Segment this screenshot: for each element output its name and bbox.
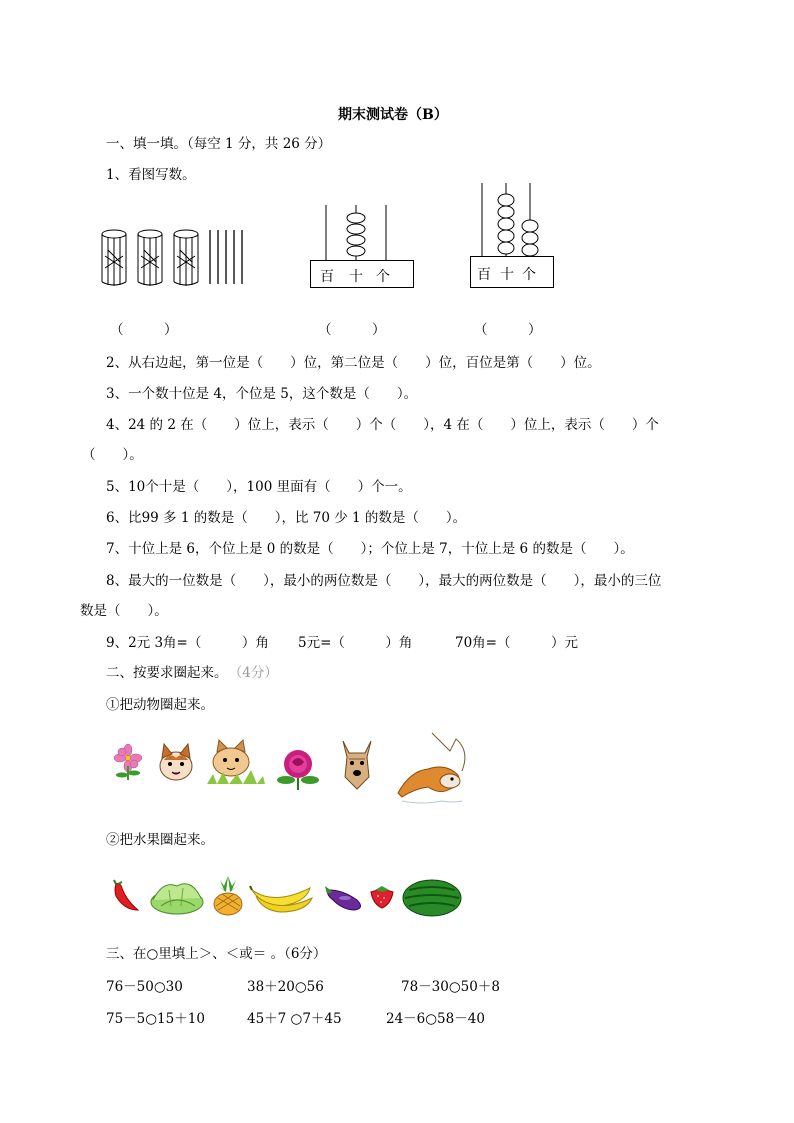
- abacus-bead: [498, 218, 514, 230]
- chili-pepper-icon[interactable]: [110, 880, 142, 914]
- question-8-line-2: 数是（ ）。: [80, 603, 168, 619]
- abacus-bead: [347, 235, 365, 245]
- question-9-part-b: 5元=（ ）角: [298, 635, 413, 651]
- abacus-a-label-hundreds: 百: [320, 269, 334, 285]
- section-2-score: （4分）: [235, 665, 278, 681]
- strawberry-icon[interactable]: [369, 886, 395, 910]
- question-5: 5、10个十是（ ），100 里面有（ ）个一。: [106, 479, 412, 495]
- answer-blank-3[interactable]: （ ）: [474, 322, 542, 338]
- single-sticks: [210, 230, 242, 284]
- abacus-bead: [498, 230, 514, 242]
- abacus-bead: [347, 213, 365, 223]
- question-7: 7、十位上是 6，个位上是 0 的数是（ ）；个位上是 7，十位上是 6 的数是（ ）。: [106, 541, 634, 557]
- abacus-bead: [498, 242, 514, 254]
- stick-bundle: [138, 230, 162, 286]
- comparison-item-4[interactable]: 75－5○15＋10: [106, 1011, 205, 1027]
- abacus-bead: [522, 244, 538, 256]
- question-2: 2、从右边起，第一位是（ ）位，第二位是（ ）位，百位是第（ ）位。: [106, 355, 601, 371]
- abacus-a-label-tens: 十: [349, 269, 363, 285]
- question-8-line-1: 8、最大的一位数是（ ），最小的两位数是（ ），最大的两位数是（ ），最小的三位: [106, 573, 662, 589]
- dog-icon[interactable]: [335, 737, 379, 795]
- stick-bundles-figure: [100, 228, 260, 298]
- abacus-b-label-hundreds: 百: [477, 267, 491, 283]
- section-heading-1: 一、填一填。（每空 1 分，共 26 分）: [106, 136, 332, 152]
- pineapple-icon[interactable]: [210, 876, 246, 916]
- stick-bundle: [174, 230, 198, 286]
- stick-bundle: [102, 230, 126, 286]
- abacus-b-label-ones: 个: [522, 267, 536, 283]
- answer-blank-2[interactable]: （ ）: [318, 322, 386, 338]
- comparison-item-1[interactable]: 76－50○30: [106, 979, 183, 995]
- question-1: 1、看图写数。: [106, 167, 196, 183]
- abacus-a-label-ones: 个: [376, 269, 390, 285]
- section-heading-2: [106, 665, 278, 681]
- question-4-line-1: 4、24 的 2 在（ ）位上，表示（ ）个（ ），4 在（ ）位上，表示（ ）个: [106, 417, 659, 433]
- flower-icon[interactable]: [108, 742, 148, 782]
- comparison-item-2[interactable]: 38＋20○56: [247, 979, 324, 995]
- abacus-bead: [522, 220, 538, 232]
- eggplant-icon[interactable]: [323, 884, 365, 914]
- cat-on-grass-icon[interactable]: [205, 738, 265, 788]
- question-9-part-a: 9、2元 3角=（ ）角: [106, 635, 269, 651]
- fox-icon[interactable]: [392, 731, 472, 809]
- section-2-title: 二、按要求圈起来。: [106, 665, 228, 681]
- section-heading-3: 三、在○里填上＞、＜或＝ 。（6分）: [106, 946, 327, 962]
- comparison-item-6[interactable]: 24－6○58－40: [386, 1011, 485, 1027]
- rose-icon[interactable]: [276, 748, 324, 792]
- answer-blank-1[interactable]: （ ）: [110, 322, 178, 338]
- page-title: 期末测试卷（B）: [338, 107, 448, 123]
- abacus-bead: [522, 232, 538, 244]
- comparison-item-3[interactable]: 78－30○50＋8: [401, 979, 500, 995]
- section-2-question-1: ①把动物圈起来。: [106, 697, 214, 713]
- abacus-bead: [498, 206, 514, 218]
- abacus-bead: [347, 224, 365, 234]
- question-3: 3、一个数十位是 4，个位是 5，这个数是（ ）。: [106, 386, 418, 402]
- cat-icon[interactable]: [154, 742, 198, 786]
- watermelon-icon[interactable]: [401, 878, 463, 918]
- question-4-line-2: （ ）。: [82, 447, 143, 463]
- question-6: 6、比99 多 1 的数是（ ），比 70 少 1 的数是（ ）。: [106, 510, 467, 526]
- abacus-b-label-tens: 十: [500, 267, 514, 283]
- abacus-bead: [347, 246, 365, 256]
- abacus-bead: [498, 194, 514, 206]
- banana-icon[interactable]: [250, 882, 314, 916]
- section-2-question-2: ②把水果圈起来。: [106, 832, 214, 848]
- cabbage-icon[interactable]: [147, 876, 205, 916]
- question-9-part-c: 70角=（ ）元: [455, 635, 578, 651]
- comparison-item-5[interactable]: 45＋7 ○7＋45: [247, 1011, 342, 1027]
